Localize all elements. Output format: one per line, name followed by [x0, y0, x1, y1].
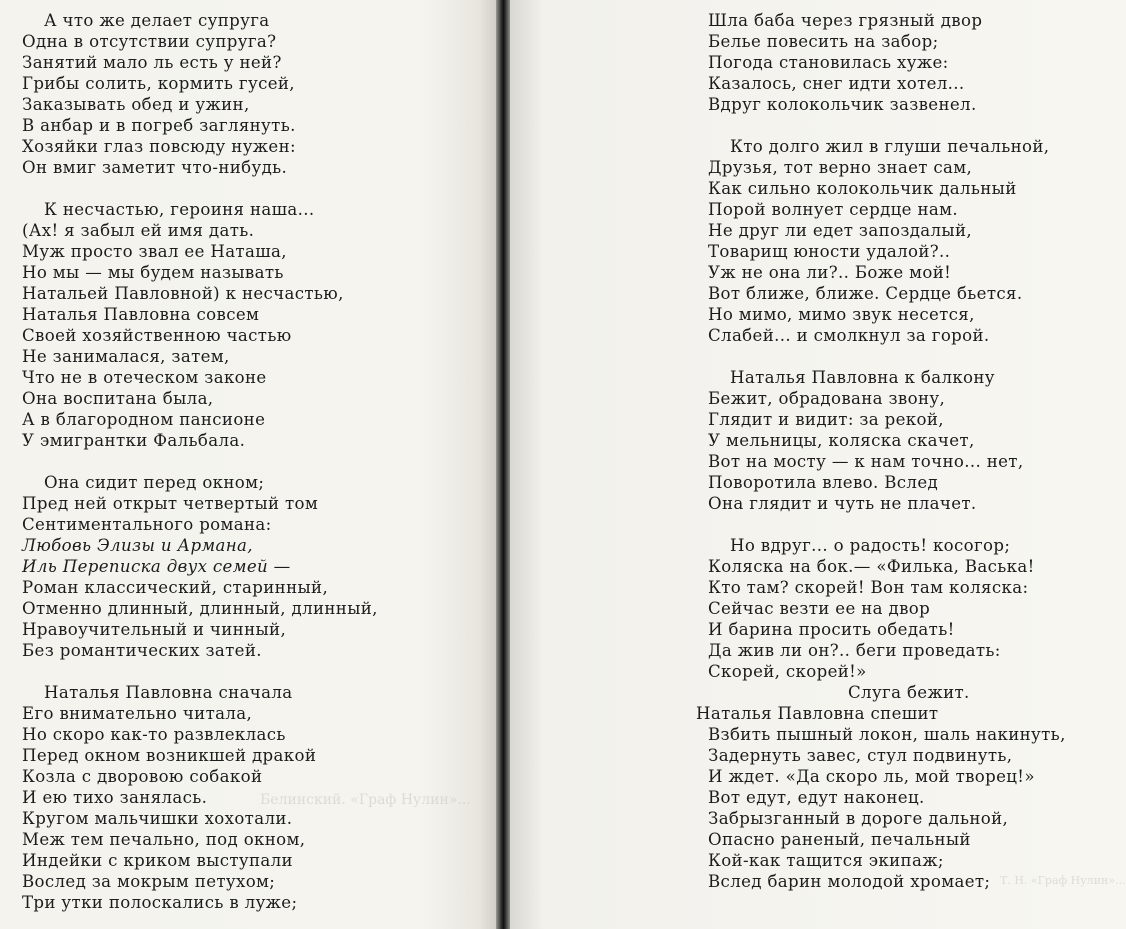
verse-line: И ждет. «Да скоро ль, мой творец!»: [708, 767, 1035, 786]
verse-line: Одна в отсутствии супруга?: [22, 32, 277, 51]
stanza-break: [22, 451, 378, 472]
verse-line: Без романтических затей.: [22, 641, 262, 660]
verse-line: В анбар и в погреб заглянуть.: [22, 116, 296, 135]
verse-line: Кругом мальчишки хохотали.: [22, 809, 293, 828]
verse-line: Что не в отеческом законе: [22, 368, 267, 387]
verse-line: Кто там? скорей! Вон там коляска:: [708, 578, 1029, 597]
verse-line: Товарищ юности удалой?..: [708, 242, 951, 261]
verse-line: Не друг ли едет запоздалый,: [708, 221, 973, 240]
verse-line: Не занималася, затем,: [22, 347, 230, 366]
verse-line: Муж просто звал ее Наташа,: [22, 242, 287, 261]
verse-line: Нравоучительный и чинный,: [22, 620, 287, 639]
verse-line: А что же делает супруга: [44, 11, 270, 30]
verse-line: Вот ближе, ближе. Сердце бьется.: [708, 284, 1023, 303]
verse-line: Но вдруг... о радость! косогор;: [730, 536, 1011, 555]
verse-line: Казалось, снег идти хотел...: [708, 74, 965, 93]
verse-line: Вот на мосту — к нам точно... нет,: [708, 452, 1024, 471]
verse-line: Но скоро как-то развлеклась: [22, 725, 286, 744]
verse-line: Грибы солить, кормить гусей,: [22, 74, 295, 93]
verse-line: Поворотила влево. Вслед: [708, 473, 939, 492]
stanza-break: [708, 346, 1066, 367]
stanza-break: [708, 115, 1066, 136]
verse-line: Опасно раненый, печальный: [708, 830, 971, 849]
verse-line: Натальей Павловной) к несчастью,: [22, 284, 344, 303]
verse-line: Козла с дворовою собакой: [22, 767, 263, 786]
verse-line: Порой волнует сердце нам.: [708, 200, 958, 219]
verse-line: Скорей, скорей!»: [708, 662, 867, 681]
verse-line: У мельницы, коляска скачет,: [708, 431, 975, 450]
verse-line: Она глядит и чуть не плачет.: [708, 494, 977, 513]
verse-line: Иль Переписка двух семей —: [22, 557, 291, 576]
verse-line: Индейки с криком выступали: [22, 851, 293, 870]
verse-line: Кой-как тащится экипаж;: [708, 851, 944, 870]
verse-line: Бежит, обрадована звону,: [708, 389, 946, 408]
verse-line: Но мимо, мимо звук несется,: [708, 305, 975, 324]
verse-line: Погода становилась хуже:: [708, 53, 949, 72]
verse-line: Наталья Павловна спешит: [696, 704, 939, 723]
verse-line: Любовь Элизы и Армана,: [22, 536, 253, 555]
verse-line: Она воспитана была,: [22, 389, 214, 408]
verse-line: Друзья, тот верно знает сам,: [708, 158, 973, 177]
right-page-verse: [696, 10, 1066, 892]
left-page-bleed-through: Белинский. «Граф Нулин»...: [260, 792, 471, 808]
verse-line: Три утки полоскались в луже;: [22, 893, 298, 912]
verse-line: И ею тихо занялась.: [22, 788, 208, 807]
verse-line: Забрызганный в дороге дальной,: [708, 809, 1009, 828]
verse-line: Наталья Павловна сначала: [44, 683, 293, 702]
verse-line: А в благородном пансионе: [22, 410, 266, 429]
stanza-break: [22, 661, 378, 682]
verse-line: Уж не она ли?.. Боже мой!: [708, 263, 952, 282]
verse-line: И барина просить обедать!: [708, 620, 955, 639]
verse-line: Он вмиг заметит что-нибудь.: [22, 158, 288, 177]
verse-line: Слуга бежит.: [848, 683, 970, 702]
verse-line: Отменно длинный, длинный, длинный,: [22, 599, 378, 618]
verse-line: Шла баба через грязный двор: [708, 11, 983, 30]
verse-line: К несчастью, героиня наша...: [44, 200, 315, 219]
verse-line: Сентиментального романа:: [22, 515, 272, 534]
verse-line: Но мы — мы будем называть: [22, 263, 284, 282]
verse-line: Задернуть завес, стул подвинуть,: [708, 746, 1013, 765]
verse-line: Вслед барин молодой хромает;: [708, 872, 991, 891]
verse-line: Наталья Павловна совсем: [22, 305, 260, 324]
verse-line: Коляска на бок.— «Филька, Васька!: [708, 557, 1035, 576]
verse-line: Вот едут, едут наконец.: [708, 788, 925, 807]
verse-line: Слабей... и смолкнул за горой.: [708, 326, 990, 345]
verse-line: (Ах! я забыл ей имя дать.: [22, 221, 255, 240]
stanza-break: [22, 178, 378, 199]
verse-line: Как сильно колокольчик дальный: [708, 179, 1017, 198]
verse-line: Кто долго жил в глуши печальной,: [730, 137, 1050, 156]
verse-line: Хозяйки глаз повсюду нужен:: [22, 137, 296, 156]
verse-line: Она сидит перед окном;: [44, 473, 265, 492]
left-page-verse: [22, 10, 378, 913]
verse-line: Глядит и видит: за рекой,: [708, 410, 944, 429]
verse-line: Его внимательно читала,: [22, 704, 253, 723]
book-gutter: [496, 0, 510, 929]
right-page-bleed-through: Т. Н. «Граф Нулин»...: [1000, 874, 1126, 887]
verse-line: Вдруг колокольчик зазвенел.: [708, 95, 977, 114]
verse-line: Перед окном возникшей дракой: [22, 746, 317, 765]
verse-line: Взбить пышный локон, шаль накинуть,: [708, 725, 1066, 744]
verse-line: Вослед за мокрым петухом;: [22, 872, 276, 891]
verse-line: У эмигрантки Фальбала.: [22, 431, 246, 450]
verse-line: Роман классический, старинный,: [22, 578, 329, 597]
verse-line: Белье повесить на забор;: [708, 32, 939, 51]
verse-line: Да жив ли он?.. беги проведать:: [708, 641, 1001, 660]
verse-line: Своей хозяйственною частью: [22, 326, 292, 345]
verse-line: Занятий мало ль есть у ней?: [22, 53, 282, 72]
verse-line: Пред ней открыт четвертый том: [22, 494, 319, 513]
stanza-break: [708, 514, 1066, 535]
verse-line: Заказывать обед и ужин,: [22, 95, 250, 114]
verse-line: Меж тем печально, под окном,: [22, 830, 306, 849]
verse-line: Сейчас везти ее на двор: [708, 599, 931, 618]
verse-line: Наталья Павловна к балкону: [730, 368, 995, 387]
